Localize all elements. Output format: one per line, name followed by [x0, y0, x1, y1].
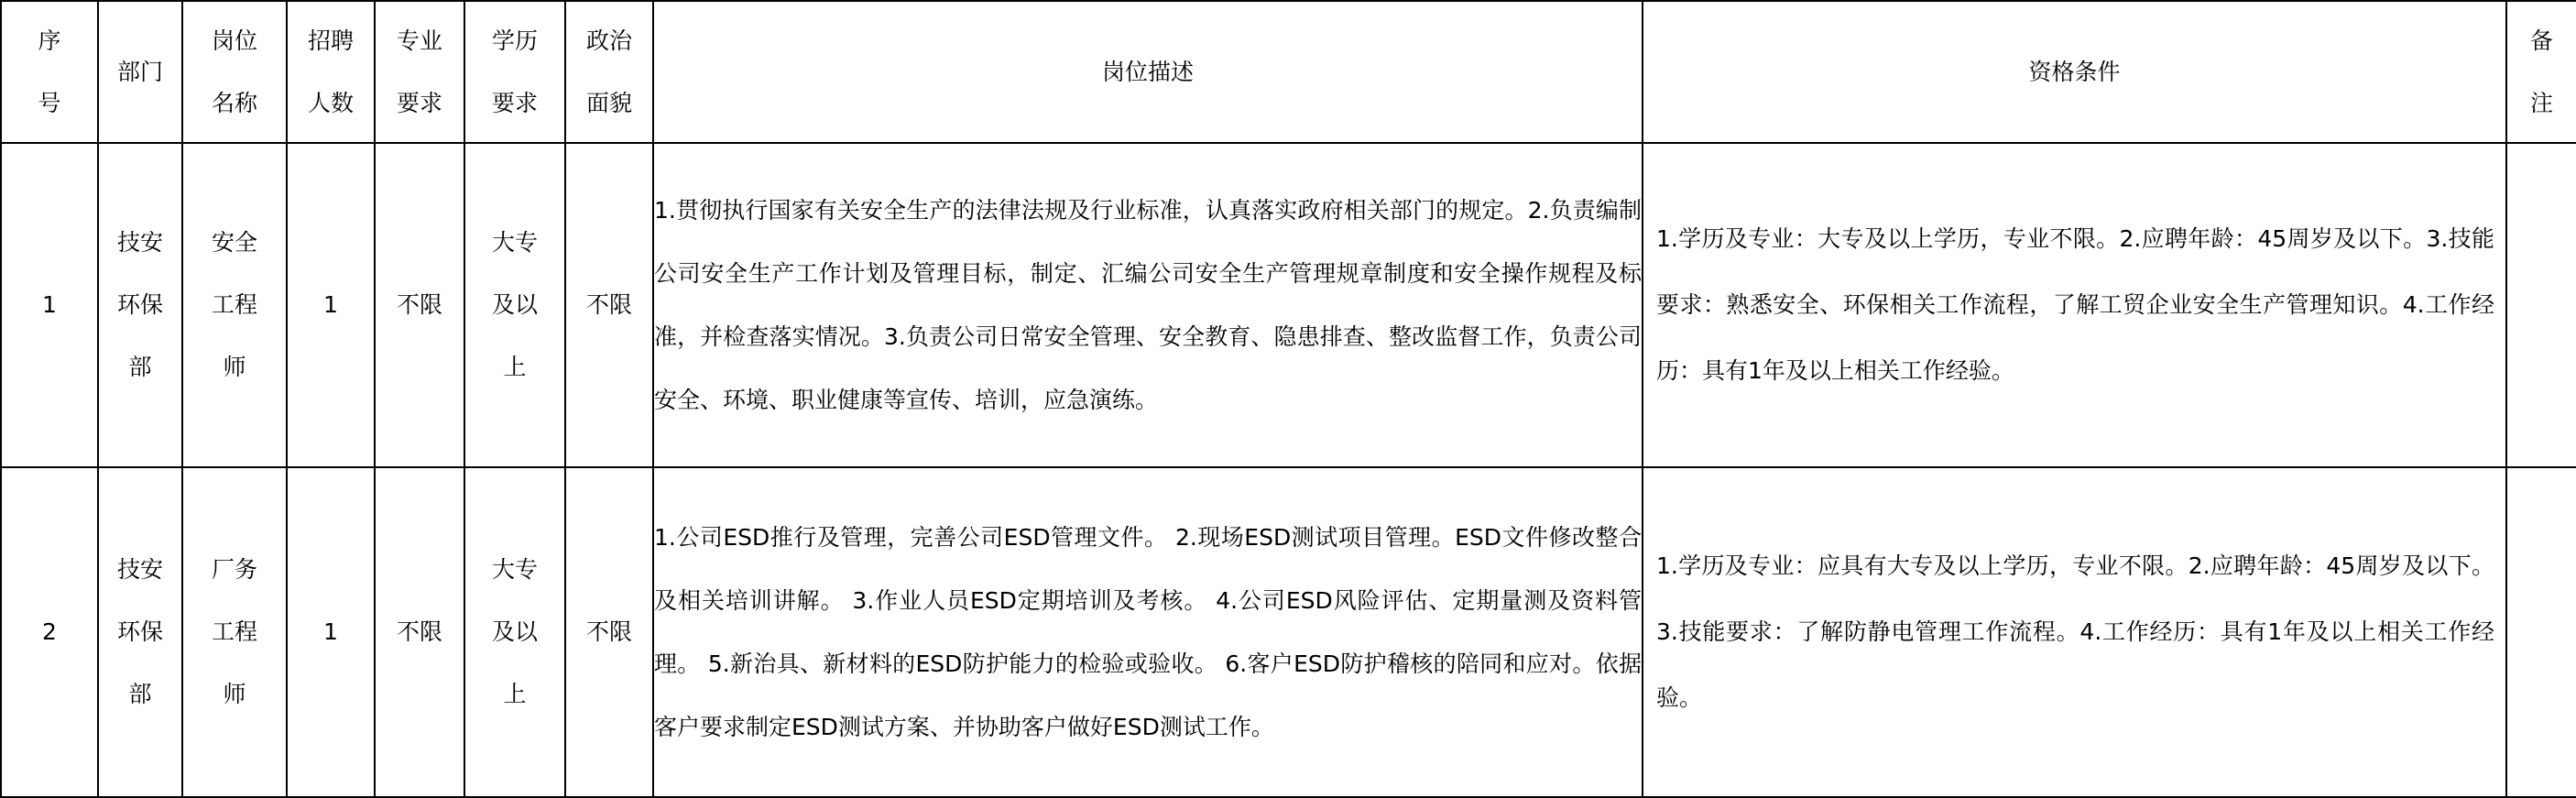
row-position: [182, 467, 287, 797]
header-count-label: 招聘人数: [307, 27, 354, 116]
header-major: [375, 1, 464, 143]
header-department: [98, 1, 182, 143]
row-education-text: 大专及以上: [491, 556, 538, 707]
row-major: 不限: [375, 467, 464, 797]
row-political: 不限: [565, 467, 653, 797]
row-department: [98, 143, 182, 467]
row-description: 1.公司ESD推行及管理，完善公司ESD管理文件。 2.现场ESD测试项目管理。ESD文件修改整合及相关培训讲解。 3.作业人员ESD定期培训及考核。 4.公司ESD风险评估、定期量测及资料管理。 5.新治具、新材料的ESD防护能力的检验或验收。 6.客户ESD防护稽核的陪同和应对。依据客户要求制定ESD测试方案、并协助客户做好ESD测试工作。: [653, 467, 1643, 797]
row-education-text: 大专及以上: [491, 229, 538, 380]
header-major-label: 专业要求: [396, 27, 442, 116]
row-political: 不限: [565, 143, 653, 467]
row-department-text: 技安环保部: [116, 229, 163, 380]
header-political-label: 政治面貌: [585, 27, 632, 116]
row-major: 不限: [375, 143, 464, 467]
header-remark-label: 备注: [2529, 27, 2553, 116]
header-description-label: 岗位描述: [1101, 58, 1194, 85]
row-no: 1: [1, 143, 98, 467]
row-position: [182, 143, 287, 467]
row-education: [464, 467, 565, 797]
header-qualification-label: 资格条件: [2028, 58, 2121, 85]
header-count: [287, 1, 375, 143]
row-remark: [2506, 143, 2576, 467]
row-department-text: 技安环保部: [116, 556, 163, 707]
row-remark: [2506, 467, 2576, 797]
row-description: 1.贯彻执行国家有关安全生产的法律法规及行业标准，认真落实政府相关部门的规定。2.负责编制公司安全生产工作计划及管理目标，制定、汇编公司安全生产管理规章制度和安全操作规程及标准，并检查落实情况。3.负责公司日常安全管理、安全教育、隐患排查、整改监督工作，负责公司安全、环境、职业健康等宣传、培训，应急演练。: [653, 143, 1643, 467]
header-position-label: 岗位名称: [211, 27, 257, 116]
header-no: [1, 1, 98, 143]
header-row: [1, 1, 2576, 143]
header-position: [182, 1, 287, 143]
header-education-label: 学历要求: [491, 27, 538, 116]
row-qualification: 1.学历及专业：大专及以上学历，专业不限。2.应聘年龄：45周岁及以下。3.技能要求：熟悉安全、环保相关工作流程，了解工贸企业安全生产管理知识。4.工作经历：具有1年及以上相关工作经验。: [1643, 143, 2506, 467]
row-count: 1: [287, 467, 375, 797]
header-education: [464, 1, 565, 143]
row-department: [98, 467, 182, 797]
header-political: [565, 1, 653, 143]
table-row: [1, 467, 2576, 797]
header-no-label: 序号: [38, 27, 61, 116]
header-description: [653, 1, 1643, 143]
row-count: 1: [287, 143, 375, 467]
header-department-label: 部门: [116, 58, 163, 85]
table-row: [1, 143, 2576, 467]
row-education: [464, 143, 565, 467]
header-qualification: [1643, 1, 2506, 143]
row-position-text: 厂务工程师: [211, 556, 257, 707]
row-no: 2: [1, 467, 98, 797]
row-qualification: 1.学历及专业：应具有大专及以上学历，专业不限。2.应聘年龄：45周岁及以下。3.技能要求：了解防静电管理工作流程。4.工作经历：具有1年及以上相关工作经验。: [1643, 467, 2506, 797]
row-position-text: 安全工程师: [211, 229, 257, 380]
header-remark: [2506, 1, 2576, 143]
